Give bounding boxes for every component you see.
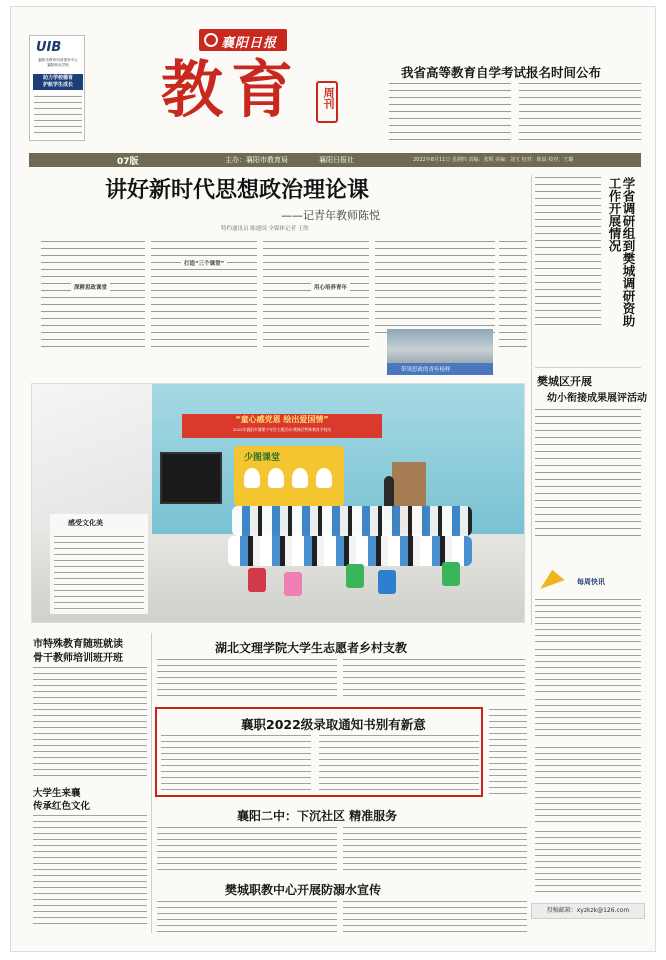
- photo-chair-blue: [378, 570, 396, 594]
- page-info-strip: [29, 153, 641, 167]
- photo-caption-box: [50, 514, 148, 614]
- lead-headline: 讲好新时代思想政治理论课: [105, 178, 370, 203]
- photo-children-row-front: [228, 536, 472, 566]
- lead-body-col-1: [41, 239, 145, 349]
- banner-line-1: 助力学校德育: [42, 75, 73, 81]
- right-story-subtitle: 幼小衔接成果展评活动: [547, 393, 647, 404]
- lead-body-col-5: [499, 239, 527, 349]
- weekly-news-box: [531, 567, 645, 825]
- photo-chair-pink: [284, 572, 302, 596]
- main-story-2-body-left: [161, 733, 311, 793]
- photo-banner-text: “童心感党恩 绘出爱国情”: [235, 415, 329, 424]
- top-headline-body-right: [519, 81, 641, 143]
- footer-email: 投稿邮箱：xyzkzk@126.com: [546, 907, 630, 914]
- lower-left-divider: [151, 633, 152, 933]
- weekly-news-title: 每周快讯: [577, 578, 605, 586]
- weekly-badge: [316, 81, 338, 123]
- right-column-rule: [535, 367, 641, 368]
- sponsor-logo-box: [29, 35, 85, 141]
- left-story-1-title-2: 骨干教师培训班开班: [33, 653, 123, 664]
- left-story-1-body: [33, 665, 147, 777]
- photo-chair-green-2: [442, 562, 460, 586]
- left-story-2-title-1: 大学生来襄: [33, 788, 81, 799]
- photo-banner-subtext: 2022年襄阳市暑期少年宫主题活动·樊城区特殊教育学校站: [232, 427, 332, 432]
- main-story-3-body-right: [343, 825, 527, 875]
- lead-body-col-3: [263, 239, 369, 349]
- photo-board-figure-1: [244, 468, 260, 488]
- photo-yellow-board: [234, 446, 344, 506]
- weekly-news-item-3: [535, 697, 641, 741]
- photo-board-figure-3: [292, 468, 308, 488]
- logo-contact-text: [34, 94, 82, 138]
- lead-body-col-4: [375, 239, 495, 333]
- teacher-photo-caption: 带领思政的青年榜样: [401, 367, 451, 373]
- date-line: 2022年8月11日 星期四 责编：张辉 美编：刘玉 校对：陈晨 校对：王璐: [413, 157, 574, 163]
- banner-line-2: 护航学生成长: [42, 82, 73, 88]
- photo-board-figure-2: [268, 468, 284, 488]
- top-headline-body-left: [389, 81, 511, 143]
- main-story-1-title: 湖北文理学院大学生志愿者乡村支教: [215, 641, 408, 655]
- lead-section-head-1: 深耕思政课堂: [71, 283, 110, 291]
- uib-logo: UIB: [36, 40, 62, 55]
- right-story-title: 樊城区开展: [537, 375, 592, 388]
- weekly-news-item-4: [535, 745, 641, 785]
- paper-plane-icon: [535, 567, 564, 589]
- logo-banner: [33, 74, 83, 90]
- photo-board-figure-4: [316, 468, 332, 488]
- photo-banner: [182, 414, 382, 438]
- newspaper-page: [10, 6, 656, 952]
- weekly-label: 周刊: [322, 87, 335, 109]
- lead-body-col-2: [151, 239, 257, 349]
- main-story-1-body-right: [343, 657, 525, 697]
- lead-byline: 特约通讯员 陈建国 全媒体记者 王欣: [221, 226, 309, 232]
- weekly-news-item-1: [535, 597, 641, 643]
- photo-window: [32, 384, 152, 534]
- right-vertical-headline: 学省调研组到樊城调研资助工作开展情况: [607, 177, 636, 327]
- photo-caption-title: 感受文化美: [68, 519, 103, 527]
- left-story-2-title-2: 传承红色文化: [33, 801, 91, 812]
- teacher-photo: [387, 329, 493, 375]
- highlighted-story-box: [155, 707, 483, 797]
- lead-section-head-3: 用心培养青年: [311, 283, 350, 291]
- section-title: 教育: [161, 53, 302, 126]
- sponsor-line: 主办：襄阳市教育局: [225, 156, 288, 164]
- main-story-1-body-left: [157, 657, 337, 697]
- main-story-4-body-left: [157, 899, 337, 935]
- photo-children-row-back: [232, 506, 472, 536]
- photo-tv-screen: [160, 452, 222, 504]
- newspaper-name: 襄阳日报: [221, 36, 278, 51]
- main-story-3-title: 襄阳二中：下沉社区 精准服务: [237, 809, 398, 823]
- page-number: 07版: [117, 157, 139, 167]
- main-story-2-body-right: [319, 733, 479, 793]
- newspaper-name-badge: [199, 29, 287, 51]
- main-story-2-title: 襄职2022级录取通知书别有新意: [241, 717, 426, 732]
- lead-subheadline: ——记青年教师陈悦: [281, 209, 380, 222]
- right-column-divider: [531, 175, 532, 625]
- masthead: [11, 7, 656, 153]
- right-story-body: [535, 407, 641, 537]
- lead-section-head-2: 打造“三个课堂”: [181, 259, 227, 267]
- main-story-4-title: 樊城职教中心开展防溺水宣传: [225, 883, 382, 897]
- photo-chair-red: [248, 568, 266, 592]
- main-photo: [31, 383, 525, 623]
- photo-chair-green: [346, 564, 364, 588]
- weekly-news-bottom: [535, 829, 641, 893]
- weekly-news-item-5: [535, 789, 641, 825]
- weekly-news-item-2: [535, 647, 641, 693]
- newspaper-emblem-icon: [204, 33, 218, 47]
- main-story-2-side-column: [489, 707, 527, 797]
- photo-caption-body: [54, 534, 144, 610]
- top-headline: 我省高等教育自学考试报名时间公布: [401, 65, 602, 80]
- organizer-line: 襄阳日报社: [319, 156, 354, 164]
- photo-board-text: 少图课堂: [244, 453, 281, 463]
- main-story-3-body-left: [157, 825, 337, 875]
- left-story-1-title-1: 市特殊教育随班就读: [33, 639, 123, 650]
- logo-subtitle: 襄阳市教育培训指导中心 襄阳职业学校: [38, 58, 78, 67]
- main-story-4-body-right: [343, 899, 527, 935]
- right-vertical-story-body: [535, 175, 601, 325]
- left-story-2-body: [33, 813, 147, 929]
- footer-email-box: [531, 903, 645, 919]
